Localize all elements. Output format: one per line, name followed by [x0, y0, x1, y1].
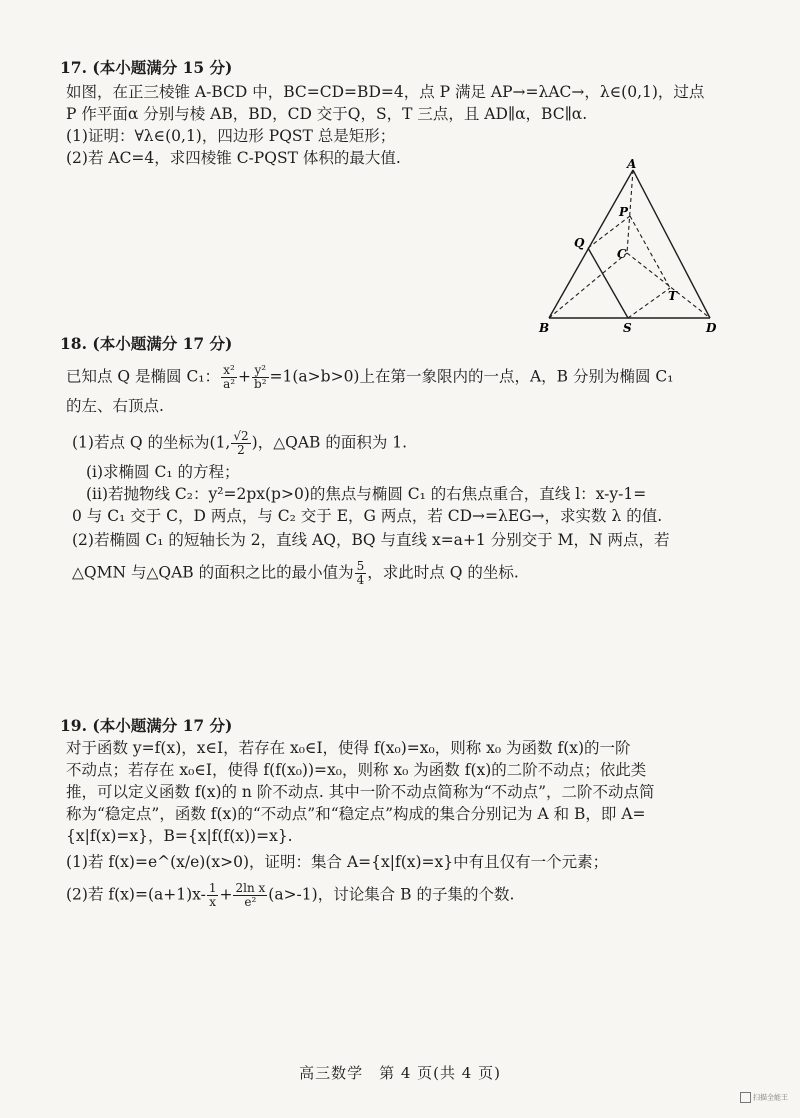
- fraction-y2-b2: [252, 364, 269, 391]
- q18-line-2: 的左、右顶点.: [66, 397, 164, 415]
- fraction-numerator: y²: [252, 364, 269, 378]
- q18-part-2-line-2: [72, 560, 519, 587]
- q19-title: 19. (本小题满分 17 分): [60, 716, 233, 735]
- label-C: C: [617, 247, 627, 261]
- q18-part-1: [72, 430, 407, 457]
- q18-part-1-text-a: (1)若点 Q 的坐标为(1,: [72, 433, 231, 452]
- fraction-numerator: x²: [221, 364, 237, 378]
- q18-part-1-ii-line-2: 0 与 C₁ 交于 C，D 两点，与 C₂ 交于 E，G 两点，若 CD→=λEG→，求实数 λ 的值.: [72, 507, 663, 525]
- fraction-denominator: b²: [254, 377, 267, 391]
- q19-part-2-text-b: (a>-1)，讨论集合 B 的子集的个数.: [268, 885, 515, 904]
- q18-part-1-text-b: )，△QAB 的面积为 1.: [251, 433, 408, 452]
- watermark-text: 扫描全能王: [753, 1093, 788, 1102]
- q18-part-2-text-a: △QMN 与△QAB 的面积之比的最小值为: [72, 563, 354, 582]
- tetrahedron-figure: [530, 158, 730, 338]
- edge-QP: [588, 216, 630, 248]
- fraction-numerator: 5: [356, 559, 365, 573]
- q19-line-1: 对于函数 y=f(x)，x∈I，若存在 x₀∈I，使得 f(x₀)=x₀，则称 x₀ 为函数 f(x)的一阶: [66, 739, 631, 757]
- fraction-denominator: a²: [223, 377, 236, 391]
- q19-line-2: 不动点；若存在 x₀∈I，使得 f(f(x₀))=x₀，则称 x₀ 为函数 f(x)的二阶不动点；依此类: [66, 761, 647, 779]
- fraction-numerator: 1: [208, 881, 217, 895]
- q18-line-1-text-b: =1(a>b>0)上在第一象限内的一点，A，B 分别为椭圆 C₁: [269, 367, 674, 386]
- label-T: T: [668, 289, 677, 303]
- q17-part-1: (1)证明：∀λ∈(0,1)，四边形 PQST 总是矩形；: [66, 127, 396, 145]
- q18-title: 18. (本小题满分 17 分): [60, 334, 233, 353]
- q18-part-2-line-1: (2)若椭圆 C₁ 的短轴长为 2，直线 AQ，BQ 与直线 x=a+1 分别交于 M，N 两点，若: [72, 531, 670, 549]
- q17-line-2: P 作平面α 分别与棱 AB，BD，CD 交于Q，S，T 三点，且 AD∥α，BC∥α.: [66, 105, 588, 123]
- q19-line-3: 推，可以定义函数 f(x)的 n 阶不动点. 其中一阶不动点简称为“不动点”，二阶不动点简: [66, 783, 655, 801]
- fraction-denominator: e²: [244, 895, 257, 909]
- q18-part-1-i: (i)求椭圆 C₁ 的方程；: [86, 463, 240, 481]
- q19-line-4: 称为“稳定点”，函数 f(x)的“不动点”和“稳定点”构成的集合分别记为 A 和 B，即 A=: [66, 805, 646, 823]
- fraction-denominator: x: [209, 895, 217, 909]
- q18-part-1-ii-line-1: (ii)若抛物线 C₂：y²=2px(p>0)的焦点与椭圆 C₁ 的右焦点重合，直线 l：x-y-1=: [86, 485, 647, 503]
- q17-part-2: (2)若 AC=4，求四棱锥 C-PQST 体积的最大值.: [66, 149, 401, 167]
- q19-line-5: {x|f(x)=x}，B={x|f(f(x))=x}.: [66, 827, 293, 845]
- edge-ST: [628, 288, 670, 318]
- q18-line-1-text-a: 已知点 Q 是椭圆 C₁：: [66, 367, 221, 386]
- q17-line-1: 如图，在正三棱锥 A-BCD 中，BC=CD=BD=4，点 P 满足 AP→=λAC→，λ∈(0,1)，过点: [66, 83, 705, 101]
- label-Q: Q: [574, 236, 585, 250]
- scanner-watermark: [740, 1092, 788, 1103]
- q18-line-1: [66, 364, 674, 391]
- plus-sign: +: [219, 885, 233, 904]
- edge-AB: [549, 170, 633, 318]
- label-S: S: [623, 321, 632, 335]
- label-P: P: [619, 205, 629, 219]
- fraction-2lnx-e2: [233, 882, 267, 909]
- edge-PT: [630, 216, 670, 288]
- label-D: D: [706, 321, 717, 335]
- fraction-5-4: [355, 560, 367, 587]
- q18-part-2-text-b: ，求此时点 Q 的坐标.: [367, 563, 519, 582]
- label-A: A: [627, 158, 637, 171]
- fraction-denominator: 2: [237, 443, 245, 457]
- fraction-1-x: [207, 882, 219, 909]
- fraction-x2-a2: [221, 364, 237, 391]
- fraction-numerator: √2: [233, 429, 249, 443]
- q19-part-1: (1)若 f(x)=e^(x/e)(x>0)，证明：集合 A={x|f(x)=x}中有且仅有一个元素；: [66, 853, 609, 871]
- edge-BC: [549, 253, 627, 318]
- fraction-sqrt2-2: [231, 430, 250, 457]
- q17-title: 17. (本小题满分 15 分): [60, 58, 233, 77]
- fraction-denominator: 4: [356, 573, 365, 587]
- page-footer: 高三数学 第 4 页(共 4 页): [299, 1064, 501, 1082]
- q19-part-2: [66, 882, 514, 909]
- watermark-logo-icon: [740, 1092, 751, 1103]
- plus-sign: +: [238, 367, 252, 386]
- q19-part-2-text-a: (2)若 f(x)=(a+1)x-: [66, 885, 206, 904]
- label-B: B: [539, 321, 550, 335]
- fraction-numerator: 2ln x: [235, 881, 266, 895]
